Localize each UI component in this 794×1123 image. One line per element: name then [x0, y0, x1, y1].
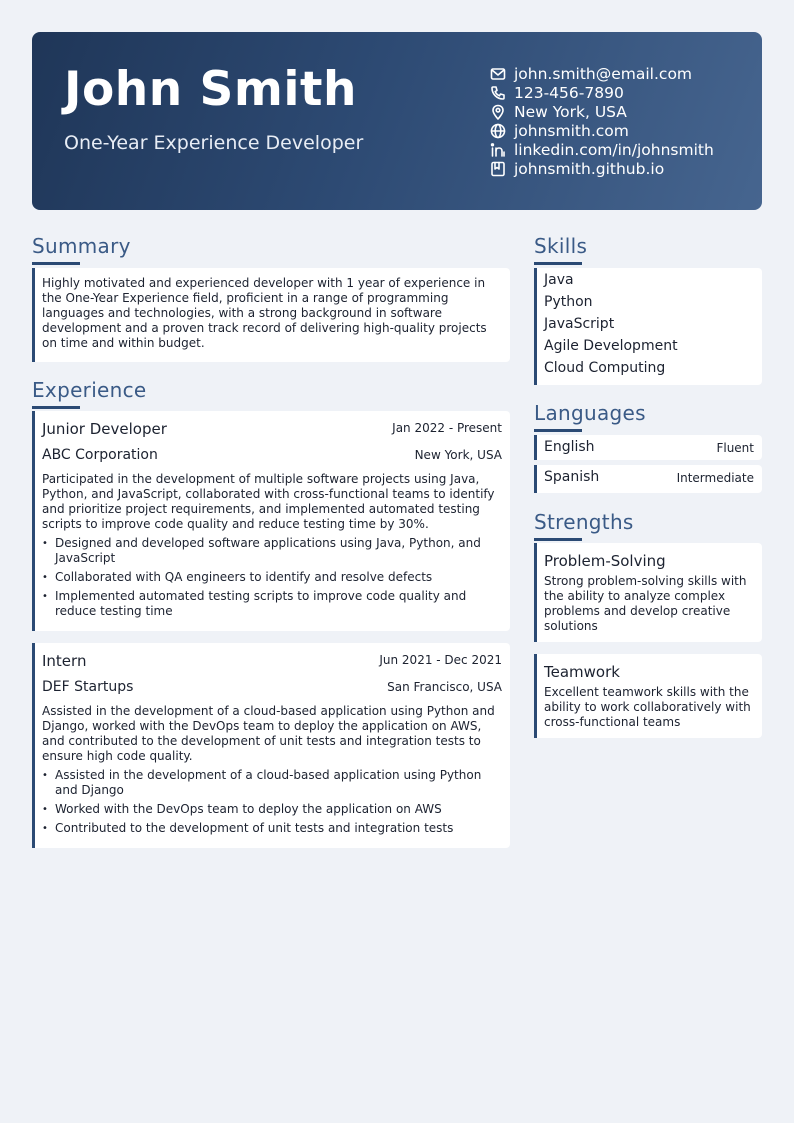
- candidate-role: One-Year Experience Developer: [64, 132, 364, 154]
- job-description: Assisted in the development of a cloud-based application using Python and Django, worked with the DevOps team to deploy the application on AWS, and contributed to the development of unit tests and integration tests to ensure high code quality.: [42, 704, 495, 763]
- heading-underline: [32, 262, 80, 265]
- contact-phone[interactable]: [490, 83, 714, 102]
- experience-heading: [32, 378, 147, 402]
- contact-linkedin[interactable]: [490, 140, 714, 159]
- job-bullets: [42, 536, 502, 623]
- job-bullet: • Assisted in the development of a cloud-based application using Python and Django: [42, 768, 502, 798]
- language-level: Intermediate: [676, 471, 754, 485]
- contact-email[interactable]: [490, 64, 714, 83]
- candidate-name: John Smith: [64, 62, 357, 117]
- languages-heading-text: Languages: [534, 401, 646, 425]
- job-card: [32, 643, 510, 848]
- language-name: English: [544, 439, 595, 455]
- skills-card: [534, 268, 762, 385]
- contact-website-text: johnsmith.com: [514, 121, 629, 140]
- mail-icon: [490, 66, 506, 82]
- job-location: San Francisco, USA: [387, 680, 502, 694]
- skill-item: JavaScript: [544, 316, 615, 332]
- resume-header: [32, 32, 762, 210]
- job-description: Participated in the development of multiple software projects using Java, Python, and JavaScript, collaborated with cross-functional teams to identify and prioritize project requirements, and implemented automated testing scripts to improve code quality and reduce testing time by 30%.: [42, 472, 495, 531]
- job-bullet: • Contributed to the development of unit tests and integration tests: [42, 821, 502, 836]
- strength-card: [534, 543, 762, 642]
- heading-underline: [534, 262, 582, 265]
- languages-heading: [534, 401, 646, 425]
- contact-linkedin-text: linkedin.com/in/johnsmith: [514, 140, 714, 159]
- language-name: Spanish: [544, 469, 600, 485]
- job-bullet: • Implemented automated testing scripts to improve code quality and reduce testing time: [42, 589, 502, 619]
- contact-github[interactable]: [490, 159, 714, 178]
- job-bullet: • Collaborated with QA engineers to identify and resolve defects: [42, 570, 502, 585]
- job-bullet: • Worked with the DevOps team to deploy the application on AWS: [42, 802, 502, 817]
- job-dates: Jun 2021 - Dec 2021: [379, 653, 502, 667]
- experience-heading-text: Experience: [32, 378, 147, 402]
- strength-title: Problem-Solving: [544, 552, 666, 570]
- contact-list: [490, 64, 714, 178]
- contact-location: [490, 102, 714, 121]
- strength-description: Excellent teamwork skills with the ability to work collaboratively with cross-functional teams: [544, 685, 751, 729]
- summary-heading: [32, 234, 131, 258]
- job-company: ABC Corporation: [42, 447, 158, 463]
- skill-item: Java: [544, 272, 574, 288]
- phone-icon: [490, 85, 506, 101]
- github-icon: [490, 161, 506, 177]
- strength-description: Strong problem-solving skills with the ability to analyze complex problems and develop creative solutions: [544, 574, 747, 633]
- job-company: DEF Startups: [42, 679, 134, 695]
- job-card: [32, 411, 510, 631]
- strengths-heading-text: Strengths: [534, 510, 634, 534]
- job-location: New York, USA: [414, 448, 502, 462]
- strengths-heading: [534, 510, 634, 534]
- summary-card: [32, 268, 510, 362]
- job-title: Intern: [42, 652, 87, 670]
- globe-icon: [490, 123, 506, 139]
- job-bullet: • Designed and developed software applications using Java, Python, and JavaScript: [42, 536, 502, 566]
- contact-github-text: johnsmith.github.io: [514, 159, 665, 178]
- summary-heading-text: Summary: [32, 234, 131, 258]
- strength-title: Teamwork: [544, 663, 620, 681]
- contact-phone-text: 123-456-7890: [514, 83, 624, 102]
- location-icon: [490, 104, 506, 120]
- contact-website[interactable]: [490, 121, 714, 140]
- job-dates: Jan 2022 - Present: [392, 421, 502, 435]
- linkedin-icon: [490, 142, 506, 158]
- skill-item: Agile Development: [544, 338, 678, 354]
- heading-underline: [32, 406, 80, 409]
- skill-item: Cloud Computing: [544, 360, 666, 376]
- summary-text: Highly motivated and experienced developer with 1 year of experience in the One-Year Experience field, proficient in a range of programming languages and technologies, with a strong background in software development and a proven track record of delivering high-quality projects on time and within budget.: [42, 276, 487, 350]
- heading-underline: [534, 429, 582, 432]
- language-row: [534, 465, 762, 493]
- skill-item: Python: [544, 294, 593, 310]
- contact-email-text: john.smith@email.com: [514, 64, 693, 83]
- language-level: Fluent: [716, 441, 754, 455]
- job-title: Junior Developer: [42, 420, 167, 438]
- language-row: [534, 435, 762, 460]
- job-bullets: [42, 768, 502, 840]
- strength-card: [534, 654, 762, 738]
- skills-heading-text: Skills: [534, 234, 588, 258]
- heading-underline: [534, 538, 582, 541]
- skills-heading: [534, 234, 587, 258]
- contact-location-text: New York, USA: [514, 102, 627, 121]
